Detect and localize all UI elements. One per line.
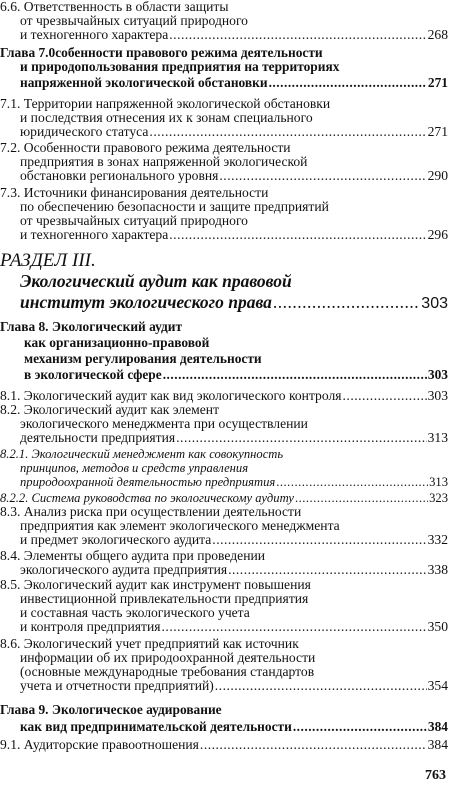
toc-line: и природопользования предприятия на территориях (20, 60, 340, 74)
toc-line: 7.3. Источники финансирования деятельности (0, 186, 269, 200)
leader-dots (162, 620, 427, 634)
toc-line-text: и техногенного характера (20, 28, 169, 42)
leader-dots (169, 228, 426, 242)
toc-entry-8-2-1[interactable] (0, 447, 448, 489)
toc-entry-8-4[interactable] (0, 549, 448, 577)
toc-line: 8.5. Экологический аудит как инструмент повышения (0, 578, 311, 592)
toc-page-ref: 290 (427, 169, 448, 183)
toc-line-text: в экологической сфере (24, 368, 162, 382)
toc-line: информации об их природоохранной деятельности (20, 651, 316, 665)
toc-line: 8.4. Элементы общего аудита при проведении (0, 549, 266, 563)
toc-line: Глава 9. Экологическое аудирование (0, 703, 222, 717)
toc-section-3[interactable] (0, 250, 448, 313)
leader-dots (293, 720, 427, 734)
leader-dots (228, 563, 427, 577)
toc-line: и последствия отнесения их к зонам специального (20, 111, 313, 125)
toc-line-text: и техногенного характера (20, 228, 169, 242)
toc-line-text: экологического аудита предприятия (20, 563, 228, 577)
toc-line (0, 738, 448, 752)
leader-dots (215, 679, 427, 693)
toc-line (0, 475, 448, 489)
toc-line (0, 125, 448, 139)
leader-dots (212, 533, 426, 547)
toc-line: от чрезвычайных ситуаций природного (20, 214, 248, 228)
leader-dots (343, 389, 427, 403)
page-number: 763 (425, 768, 446, 783)
toc-chapter-8[interactable] (0, 320, 448, 384)
toc-entry-8-3[interactable] (0, 505, 448, 547)
leader-dots (200, 738, 427, 752)
toc-line (0, 368, 448, 384)
toc-line-text: 9.1. Аудиторские правоотношения (0, 738, 199, 752)
toc-entry-7-3[interactable] (0, 186, 448, 242)
toc-line: 7.2. Особенности правового режима деятельности (0, 141, 291, 155)
toc-line: 8.3. Анализ риска при осуществлении деятельности (0, 505, 302, 519)
toc-page-ref: 313 (427, 431, 448, 445)
leader-dots (276, 475, 428, 489)
toc-entry-6-6[interactable] (0, 0, 448, 42)
toc-line-text: как вид предпринимательской деятельности (20, 720, 292, 734)
toc-entry-8-6[interactable] (0, 637, 448, 693)
toc-entry-8-2-2[interactable] (0, 491, 448, 505)
toc-line: и составная часть экологического учета (20, 606, 250, 620)
toc-line: 7.1. Территории напряженной экологической обстановки (0, 97, 331, 111)
toc-line: экологического менеджмента при осуществлении (20, 417, 308, 431)
toc-page-ref: 268 (427, 28, 448, 42)
toc-line: принципов, методов и средств управления (20, 461, 249, 475)
toc-page-ref: 384 (427, 738, 448, 752)
toc-page-ref: 303 (427, 389, 448, 403)
toc-line: инвестиционной привлекательности предприятия (20, 592, 309, 606)
toc-line (0, 491, 448, 505)
toc-entry-8-1[interactable] (0, 389, 448, 403)
toc-line (0, 533, 448, 547)
toc-page-ref: 350 (427, 620, 448, 634)
toc-line: Глава 7.0собенности правового режима деятельности (0, 46, 323, 60)
leader-dots (219, 169, 426, 183)
toc-line-text: и предмет экологического аудита (20, 533, 212, 547)
toc-line (0, 292, 448, 313)
toc-entry-8-5[interactable] (0, 578, 448, 634)
toc-line-text: и контроля предприятия (20, 620, 161, 634)
toc-line (0, 76, 448, 92)
toc-chapter-7[interactable] (0, 46, 448, 92)
toc-page-ref: 332 (427, 533, 448, 547)
toc-line (0, 720, 448, 737)
toc-line-text: деятельности предприятия (20, 431, 176, 445)
toc-line-text: 8.1. Экологический аудит как вид экологического контроля (0, 389, 342, 403)
toc-line: 8.2.1. Экологический менеджмент как совокупность (0, 447, 284, 461)
toc-page-ref: 323 (429, 491, 448, 505)
toc-line-text: 8.2.2. Система руководства по экологическому аудиту (0, 491, 294, 505)
toc-line: Экологический аудит как правовой (20, 271, 292, 291)
toc-line: 6.6. Ответственность в области защиты (0, 0, 229, 14)
leader-dots (176, 431, 426, 445)
toc-line (0, 563, 448, 577)
toc-entry-7-1[interactable] (0, 97, 448, 139)
toc-entry-7-2[interactable] (0, 141, 448, 183)
toc-page-ref: 354 (427, 679, 448, 693)
leader-dots (163, 368, 427, 382)
toc-page-ref: 338 (427, 563, 448, 577)
toc-line-text: институт экологического права (20, 292, 272, 312)
toc-entry-9-1[interactable] (0, 738, 448, 752)
toc-line: от чрезвычайных ситуаций природного (20, 14, 248, 28)
toc-line: как организационно-правовой (24, 336, 210, 350)
toc-line-text: обстановки регионального уровня (20, 169, 219, 183)
toc-line: предприятия как элемент экологического менеджмента (20, 519, 340, 533)
toc-line: 8.6. Экологический учет предприятий как источник (0, 637, 299, 651)
toc-line-text: учета и отчетности предприятий) (20, 679, 214, 693)
toc-line: по обеспечению безопасности и защите предприятий (20, 200, 329, 214)
toc-line (0, 431, 448, 445)
toc-line (0, 389, 448, 403)
leader-dots (295, 491, 428, 505)
toc-page-ref: 313 (429, 475, 448, 489)
toc-section-title: РАЗДЕЛ III. (0, 250, 96, 271)
toc-line: 8.2. Экологический аудит как элемент (0, 403, 220, 417)
toc-page-ref: 296 (427, 228, 448, 242)
toc-line (0, 228, 448, 242)
toc-line (0, 169, 448, 183)
toc-line-text: природоохранной деятельностью предприятия (20, 475, 276, 489)
toc-page-ref: 303 (427, 368, 448, 382)
toc-line: механизм регулирования деятельности (24, 352, 262, 366)
leader-dots (149, 125, 426, 139)
toc-line-text: напряженной экологической обстановки (20, 76, 268, 90)
toc-line: Глава 8. Экологический аудит (0, 320, 183, 334)
toc-page-ref: 271 (427, 76, 448, 90)
toc-line (0, 620, 448, 634)
toc-chapter-9[interactable] (0, 703, 448, 737)
toc-line: предприятия в зонах напряженной экологической (20, 155, 308, 169)
toc-line: (основные международные требования стандартов (20, 665, 315, 679)
toc-page-ref: 384 (427, 720, 448, 734)
leader-dots (269, 76, 427, 90)
toc-entry-8-2[interactable] (0, 403, 448, 445)
toc-page-ref: 271 (427, 125, 448, 139)
toc-line (0, 28, 448, 42)
toc-page-ref: 303 (421, 295, 448, 312)
leader-dots (273, 292, 420, 313)
toc-line-text: юридического статуса (20, 125, 149, 139)
leader-dots (169, 28, 426, 42)
toc-line (0, 679, 448, 693)
